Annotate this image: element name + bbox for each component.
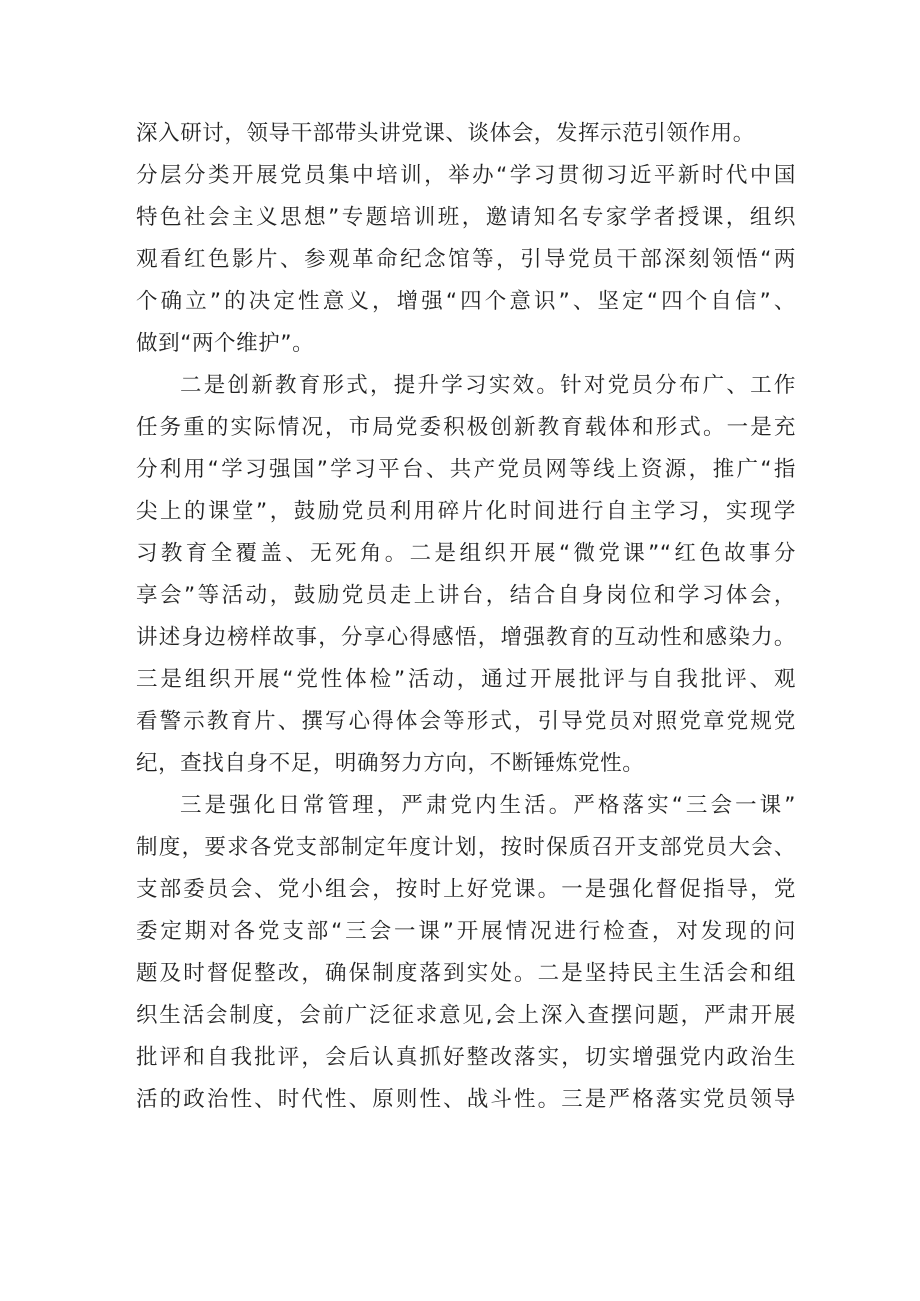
text-line: 尖上的课堂”，鼓励党员利用碎片化时间进行自主学习，实现学	[136, 499, 796, 524]
text-line: 分利用“学习强国”学习平台、共产党员网等线上资源，推广“指	[136, 457, 796, 482]
text-line: 织生活会制度，会前广泛征求意见,会上深入查摆问题，严肃开展	[136, 1003, 796, 1028]
text-line: 观看红色影片、参观革命纪念馆等，引导党员干部深刻领悟“两	[136, 247, 796, 272]
text-line: 二是创新教育形式，提升学习实效。针对党员分布广、工作	[180, 373, 796, 398]
text-line: 个确立”的决定性意义，增强“四个意识”、坚定“四个自信”、	[136, 289, 796, 314]
text-line: 支部委员会、党小组会，按时上好党课。一是强化督促指导，党	[136, 877, 796, 902]
text-line: 批评和自我批评，会后认真抓好整改落实，切实增强党内政治生	[136, 1045, 796, 1070]
body-text	[136, 113, 796, 1121]
text-line: 三是组织开展“党性体检”活动，通过开展批评与自我批评、观	[136, 667, 796, 692]
text-line: 活的政治性、时代性、原则性、战斗性。三是严格落实党员领导	[136, 1087, 796, 1112]
text-line: 做到“两个维护”。	[136, 331, 315, 356]
text-line: 任务重的实际情况，市局党委积极创新教育载体和形式。一是充	[136, 415, 796, 440]
text-line: 委定期对各党支部“三会一课”开展情况进行检查，对发现的问	[136, 919, 796, 944]
text-line: 看警示教育片、撰写心得体会等形式，引导党员对照党章党规党	[136, 709, 796, 734]
text-line: 分层分类开展党员集中培训，举办“学习贯彻习近平新时代中国	[136, 163, 796, 188]
text-line: 讲述身边榜样故事，分享心得感悟，增强教育的互动性和感染力。	[136, 625, 796, 650]
text-line: 三是强化日常管理，严肃党内生活。严格落实“三会一课”	[180, 793, 796, 818]
text-line: 题及时督促整改，确保制度落到实处。二是坚持民主生活会和组	[136, 961, 796, 986]
text-line: 享会”等活动，鼓励党员走上讲台，结合自身岗位和学习体会，	[136, 583, 796, 608]
text-line: 特色社会主义思想”专题培训班，邀请知名专家学者授课，组织	[136, 205, 796, 230]
text-line: 制度，要求各党支部制定年度计划，按时保质召开支部党员大会、	[136, 835, 796, 860]
text-line: 深入研讨，领导干部带头讲党课、谈体会，发挥示范引领作用。	[136, 121, 755, 146]
text-line: 习教育全覆盖、无死角。二是组织开展“微党课”“红色故事分	[136, 541, 796, 566]
text-line: 纪，查找自身不足，明确努力方向，不断锤炼党性。	[136, 751, 645, 776]
